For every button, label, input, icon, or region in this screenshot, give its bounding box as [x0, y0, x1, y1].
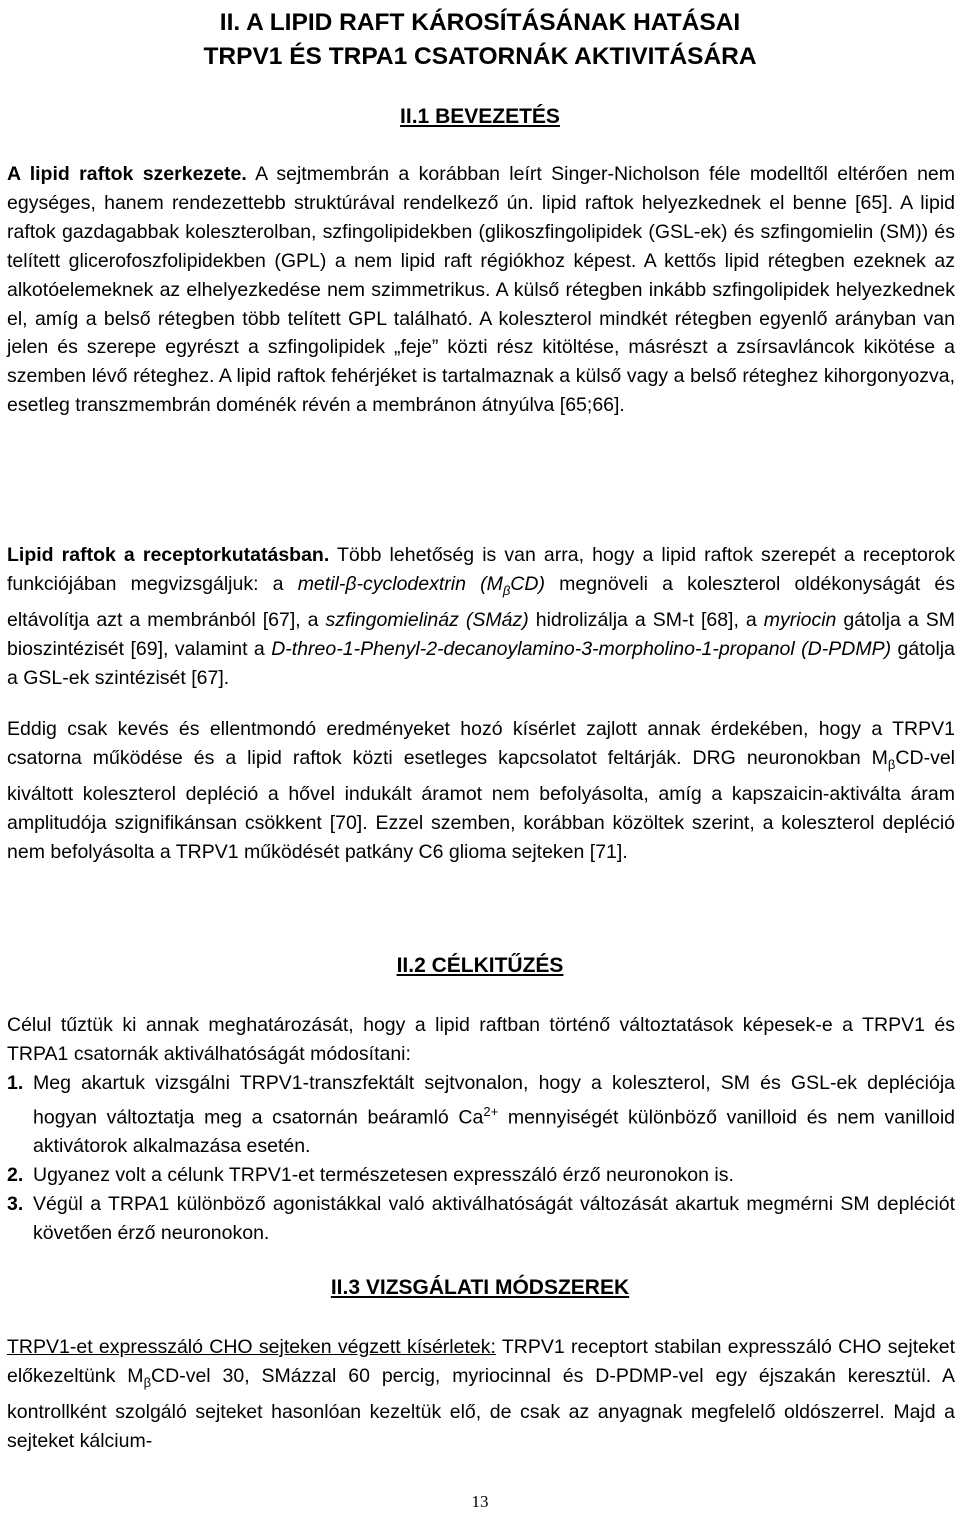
chapter-title-line1: II. A LIPID RAFT KÁROSÍTÁSÁNAK HATÁSAI	[219, 9, 741, 36]
aims-list-item: 2. Ugyanez volt a célunk TRPV1-et természetesen expresszáló érző neuronokon is.	[7, 1164, 734, 1187]
paragraph-lead: Lipid raftok a receptorkutatásban.	[7, 544, 330, 566]
paragraph-lead: TRPV1-et expresszáló CHO sejteken végzett kísérletek:	[7, 1336, 496, 1358]
section-heading-introduction: II.1 BEVEZETÉS	[400, 105, 560, 128]
paragraph-cho-experiments: TRPV1-et expresszáló CHO sejteken végzett kísérletek: TRPV1 receptort stabilan expresszáló CHO sejteket előkezeltünk $M_\beta CD$-vel 30, SMázzal 60 percig, myriocinnal és D-PDMP-vel egy éjszakán keresztül. A kontrollként szolgáló sejteket hasonlóan kezeltük elő, de csak az anyagnak megfelelő oldószerrel. Majd a sejteket kálcium-	[7, 1336, 955, 1452]
paragraph-trpv1-raft-relation: Eddig csak kevés és ellentmondó eredményeket hozó kísérlet zajlott annak érdekében, hogy a TRPV1 csatorna működése és a lipid raftok közti esetleges kapcsolatot feltárják. DRG neuronokban $M_\beta CD$-vel kiváltott koleszterol depléció a hővel indukált áramot nem befolyásolta, amíg a kapszaicin-aktiválta áram amplitudója szignifikánsan csökkent [70]. Ezzel szemben, korábban közöltek szerint, a koleszterol depléció nem befolyásolta a TRPV1 működését patkány C6 glioma sejteken [71].	[7, 718, 955, 863]
paragraph-lead: A lipid raftok szerkezete.	[7, 163, 247, 185]
paragraph-body: A sejtmembrán a korábban leírt Singer-Nicholson féle modelltől eltérően nem egységes, hanem rendezettebb struktúrával rendelkező ún. lipid raftok helyezkednek el benne [65]. A lipid raftok gazdagabbak koleszterolban, szfingolipidekben (glikoszfingolipidek (GSL-ek) és szfingomielin (SM)) és telített glicerofoszfolipidekben (GPL) a nem lipid raft régiókhoz képest. A kettős lipid rétegben ezeknek az alkotóelemeknek az elhelyezkedése nem szimmetrikus. A külső rétegben inkább szfingolipidek helyezkednek el, amíg a belső rétegben több telített GPL található. A koleszterol mindkét rétegben egyenlő arányban van jelen és szerepe egyrészt a szfingolipidek „feje” közti rész kitöltése, másrészt a zsírsavláncok kikötése a szemben lévő réteghez. A lipid raftok fehérjéket is tartalmaznak a külső vagy a belső réteghez kihorgonyozva, esetleg transzmembrán doménék révén a membránon átnyúlva [65;66].	[7, 163, 955, 417]
page-number: 13	[471, 1492, 489, 1511]
aims-list-item: 1. Meg akartuk vizsgálni TRPV1-transzfektált sejtvonalon, hogy a koleszterol, SM és GSL-ek depléciója hogyan változtatja meg a csatornán beáramló $Ca^{2+}$ mennyiségét különböző vanilloid és nem vanilloid aktivátorok alkalmazása esetén.	[7, 1072, 956, 1158]
paragraph-receptor-research: Lipid raftok a receptorkutatásban. Több lehetőség is van arra, hogy a lipid raftok szerepét a receptorok funkciójában megvizsgáljuk: a metil-β-cyclodextrin $(M_\beta CD)$ megnöveli a koleszterol oldékonyságát és eltávolítja azt a membránból [67], a szfingomielináz (SMáz) hidrolizálja a SM-t [68], a myriocin gátolja a SM bioszintézisét [69], valamint a D-threo-1-Phenyl-2-decanoylamino-3-morpholino-1-propanol (D-PDMP) gátolja a GSL-ek szintézisét [67].	[7, 544, 955, 689]
section-heading-aims: II.2 CÉLKITŰZÉS	[396, 954, 564, 977]
chapter-title-line2: TRPV1 ÉS TRPA1 CSATORNÁK AKTIVITÁSÁRA	[203, 43, 757, 70]
section-heading-methods: II.3 VIZSGÁLATI MÓDSZEREK	[330, 1276, 630, 1299]
chapter-title	[0, 6, 960, 74]
paragraph-aims-intro: Célul tűztük ki annak meghatározását, hogy a lipid raftban történő változtatások képesek-e a TRPV1 és TRPA1 csatornák aktiválhatóságát módosítani:	[7, 1014, 955, 1065]
paragraph-raft-structure	[7, 160, 955, 420]
aims-list	[7, 1069, 955, 1248]
aims-list-item: 3. Végül a TRPA1 különböző agonistákkal való aktiválhatóságát változását akartuk megmérni SM depléciót követően érző neuronokon.	[7, 1193, 955, 1245]
